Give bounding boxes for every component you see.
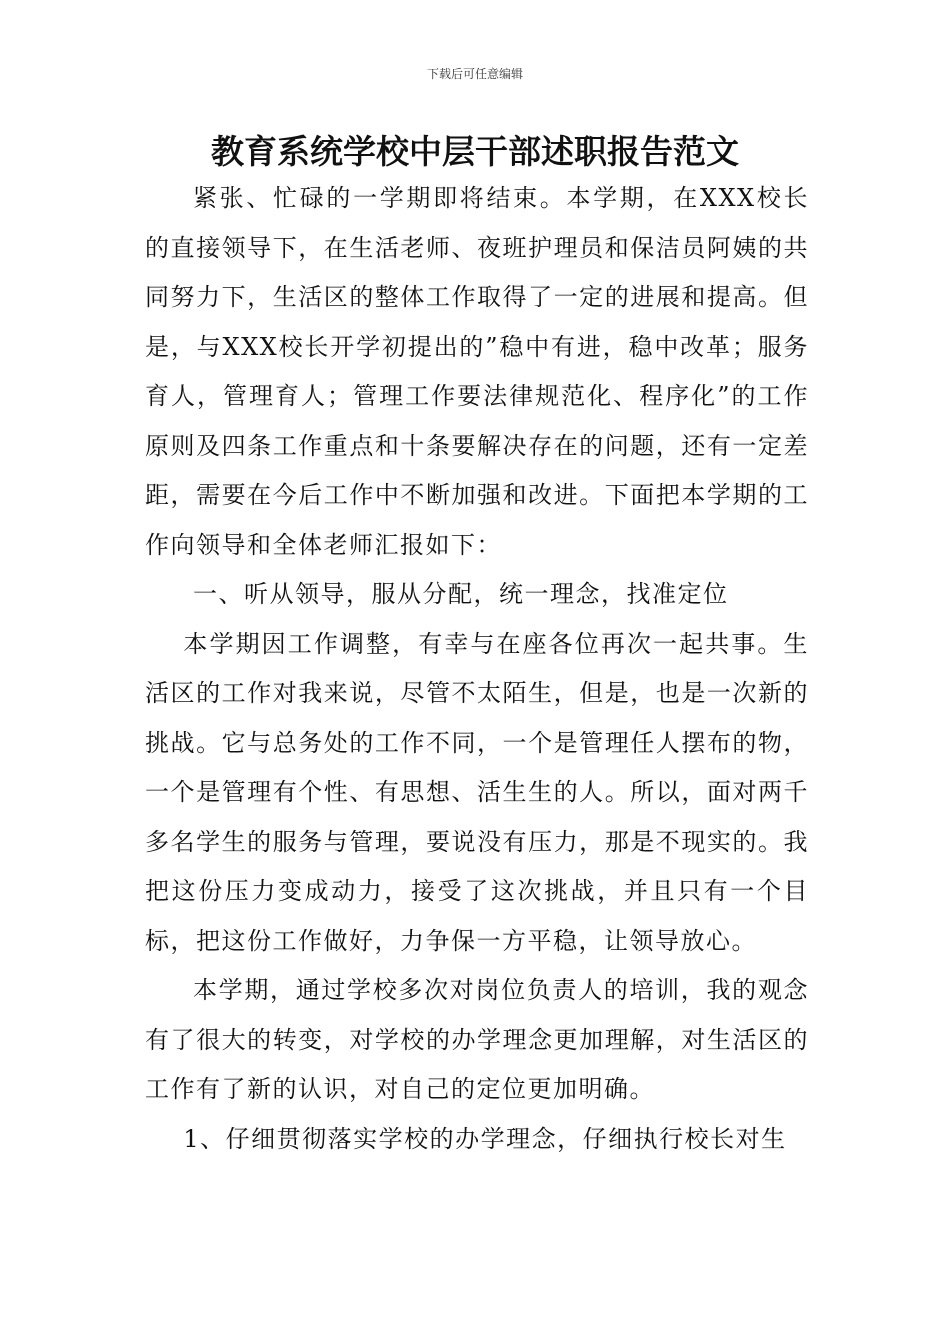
section-heading-1: 一、听从领导，服从分配，统一理念，找准定位 [193,580,729,608]
paragraph-item-1: 1、仔细贯彻落实学校的办学理念，仔细执行校长对生 [183,1124,787,1153]
document-body [145,174,809,1164]
paragraph-intro: 紧张、忙碌的一学期即将结束。本学期，在XXX校长的直接领导下，在生活老师、夜班护理员和保洁员阿姨的共同努力下，生活区的整体工作取得了一定的进展和提高。但是，与XXX校长开学初提出的”稳中有进，稳中改革；服务育人，管理育人；管理工作要法律规范化、程序化”的工作原则及四条工作重点和十条要解决存在的问题，还有一定差距，需要在今后工作中不断加强和改进。下面把本学期的工作向领导和全体老师汇报如下： [145,184,809,559]
document-title: 教育系统学校中层干部述职报告范文 [211,132,739,171]
paragraph-work-adjustment: 本学期因工作调整，有幸与在座各位再次一起共事。生活区的工作对我来说，尽管不太陌生，但是，也是一次新的挑战。它与总务处的工作不同，一个是管理任人摆布的物，一个是管理有个性、有思想、活生生的人。所以，面对两千多名学生的服务与管理，要说没有压力，那是不现实的。我把这份压力变成动力，接受了这次挑战，并且只有一个目标，把这份工作做好，力争保一方平稳，让领导放心。 [145,629,809,955]
header-note: 下载后可任意编辑 [426,67,523,81]
paragraph-training: 本学期，通过学校多次对岗位负责人的培训，我的观念有了很大的转变，对学校的办学理念更加理解，对生活区的工作有了新的认识，对自己的定位更加明确。 [145,976,809,1103]
